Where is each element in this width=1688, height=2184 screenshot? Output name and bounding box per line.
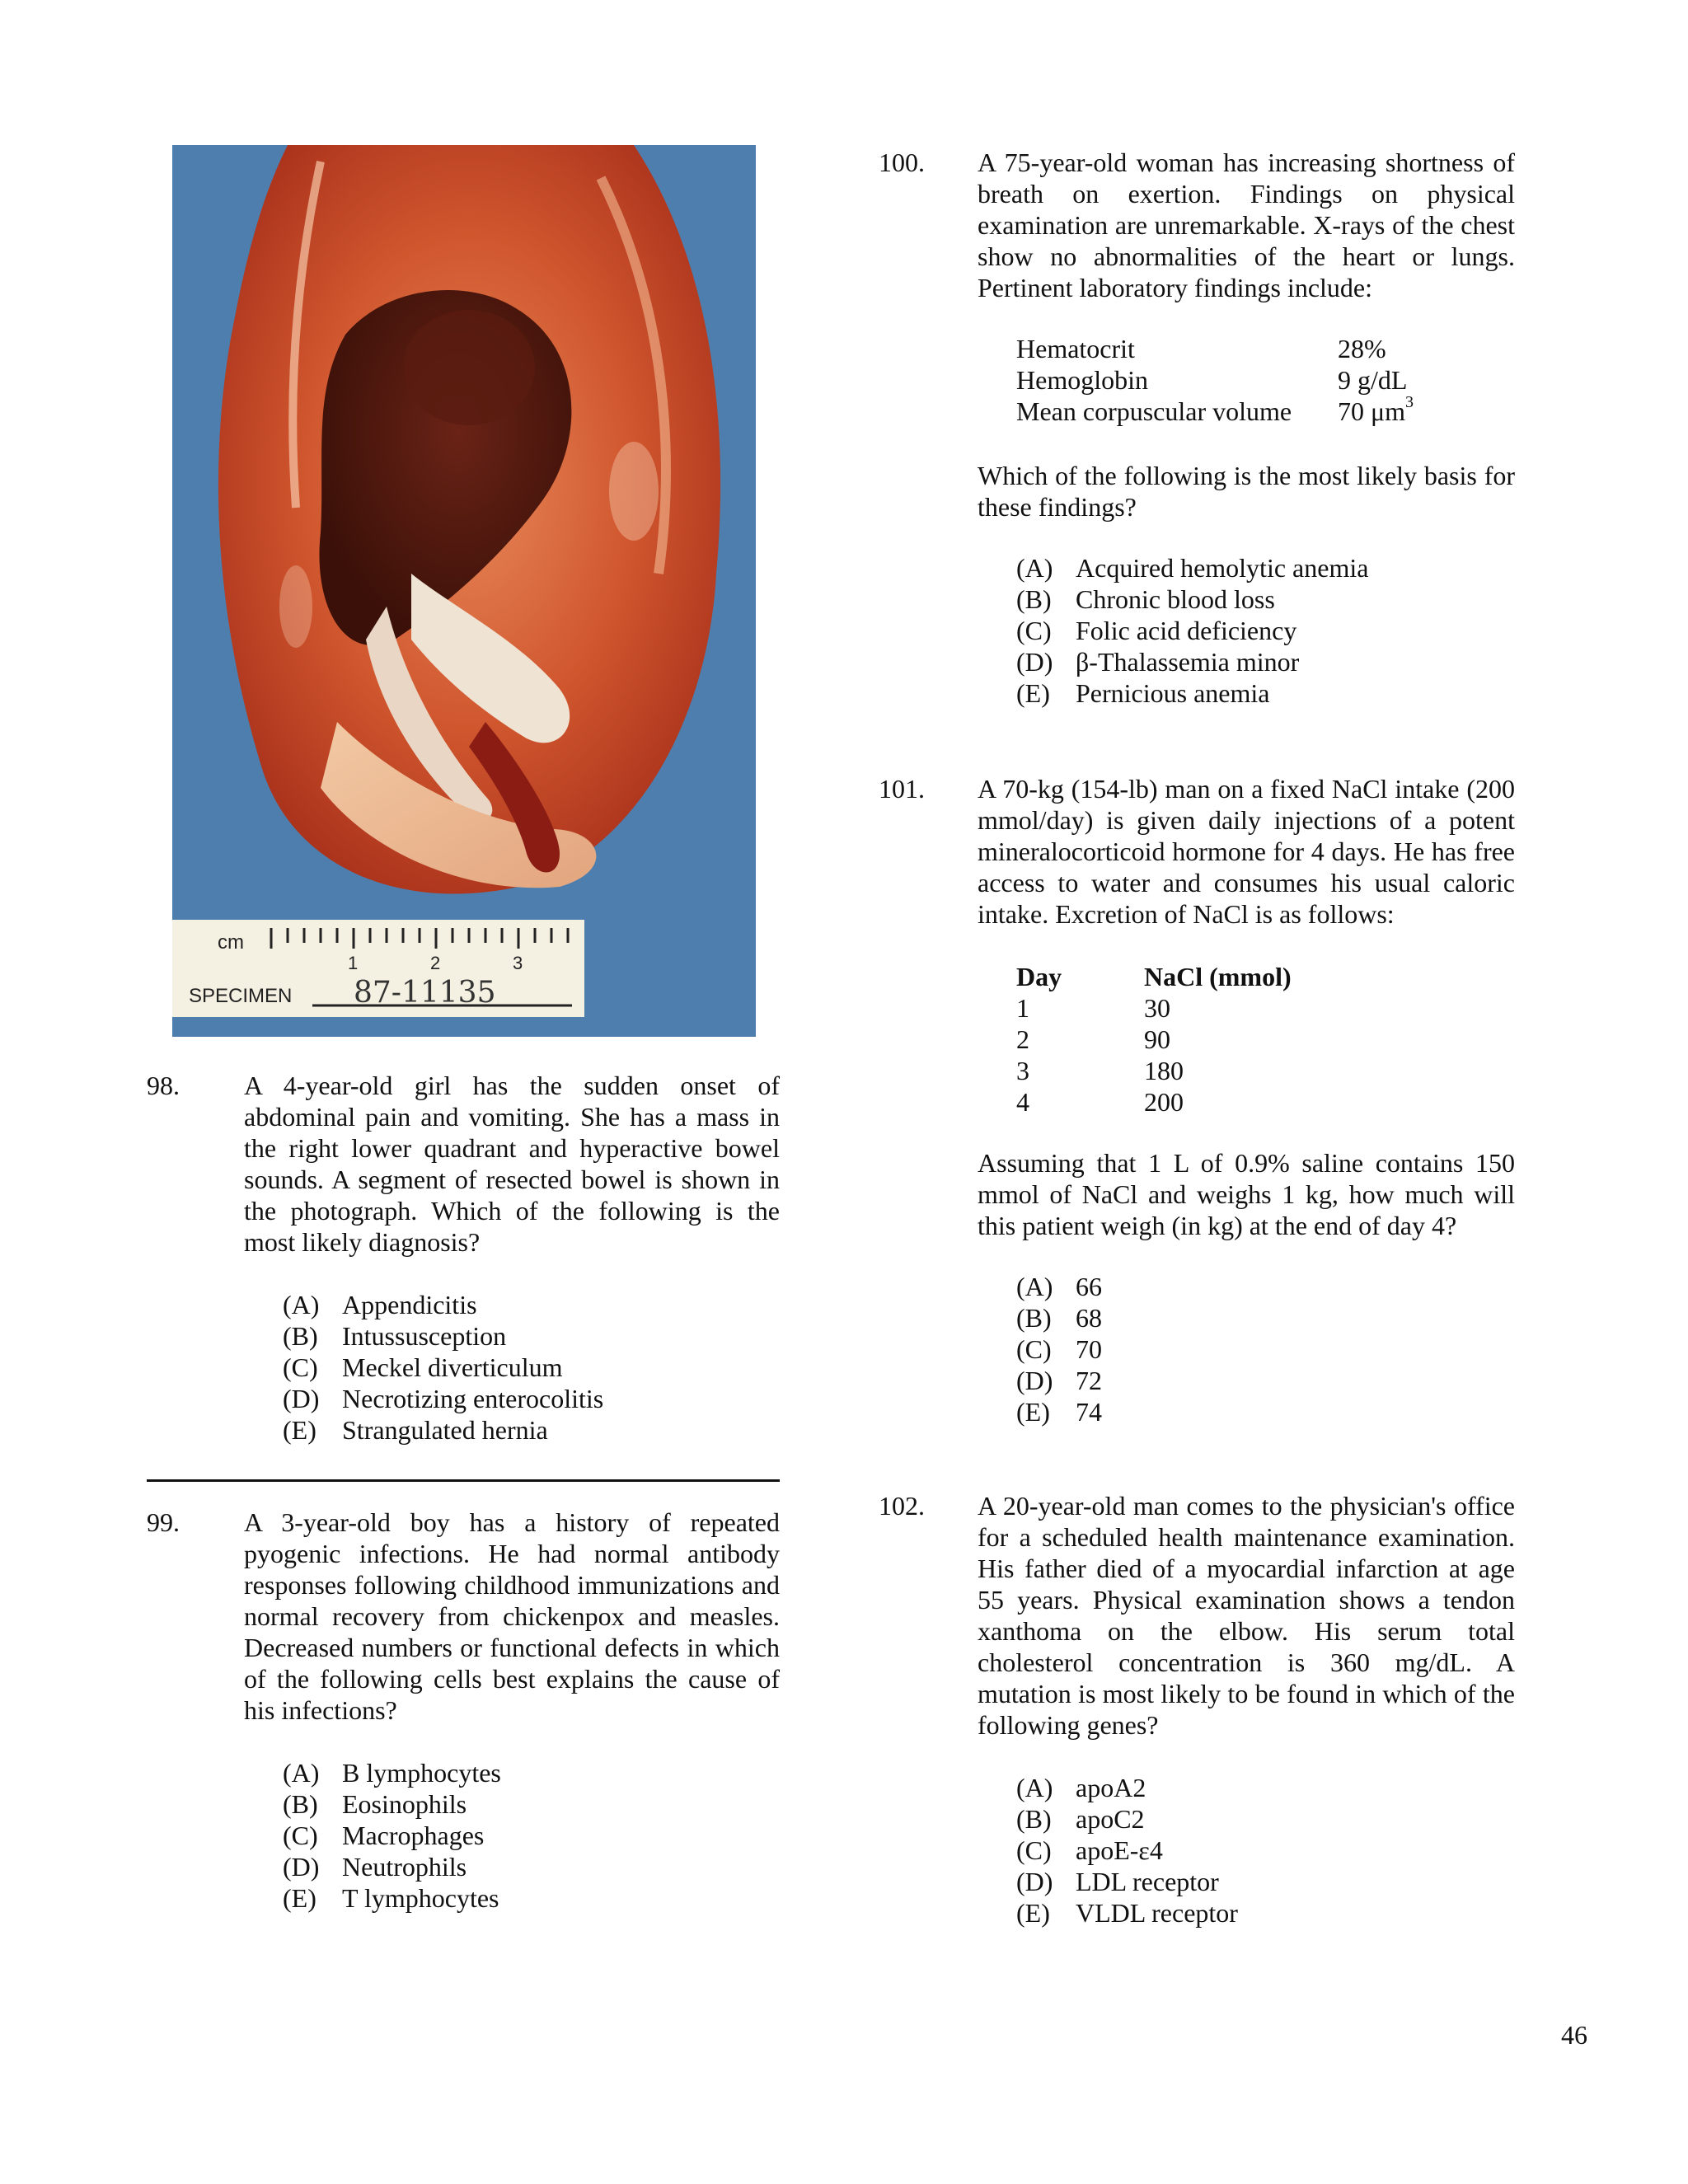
specimen-photograph: [172, 145, 756, 1037]
question-100-prompt: Which of the following is the most likely basis for these findings?: [978, 461, 1515, 522]
option: (C) apoE-ε4: [1016, 1835, 1163, 1865]
table-row: 1 30: [1016, 993, 1170, 1023]
question-99-stem: A 3-year-old boy has a history of repeated pyogenic infections. He had normal antibody responses following childhood immunizations and normal recovery from chickenpox and measles. Decreased numbers or functional defects in which of the following cells best explains the cause of his infections?: [244, 1507, 780, 1725]
option: (A) Appendicitis: [283, 1290, 477, 1319]
question-101-stem: A 70-kg (154-lb) man on a fixed NaCl intake (200 mmol/day) is given daily injections of a potent mineralocorticoid hormone for 4 days. He has free access to water and consumes his usual caloric intake. Excretion of NaCl is as follows:: [978, 774, 1515, 929]
page-number: 46: [1561, 2020, 1587, 2050]
lab-row: Mean corpuscular volume 70 $\mu m^3$: [1016, 393, 1414, 426]
option: (A) B lymphocytes: [283, 1758, 501, 1788]
option: (E) VLDL receptor: [1016, 1898, 1238, 1928]
table-row: 2 90: [1016, 1024, 1170, 1054]
question-100-options: [1016, 552, 1368, 709]
question-98-stem: A 4-year-old girl has the sudden onset of abdominal pain and vomiting. She has a mass in the right lower quadrant and hyperactive bowel sounds. A segment of resected bowel is shown in the photograph. Which of the following is the most likely diagnosis?: [244, 1071, 780, 1257]
option: (D) Necrotizing enterocolitis: [283, 1384, 604, 1413]
option: (C) Macrophages: [283, 1821, 485, 1850]
ruler-tick-label: 2: [430, 953, 441, 973]
option: (B) Intussusception: [283, 1321, 507, 1351]
question-100-number: 100.: [879, 148, 925, 177]
ruler-tick-label: 1: [348, 953, 359, 973]
question-99-number: 99.: [147, 1507, 180, 1537]
option: (C) Meckel diverticulum: [283, 1352, 563, 1382]
option: (E) 74: [1016, 1397, 1102, 1427]
option: (E) T lymphocytes: [283, 1883, 499, 1913]
option: (D) β-Thalassemia minor: [1016, 647, 1300, 677]
table-row: 4 200: [1016, 1087, 1184, 1117]
question-99-options: [283, 1757, 501, 1914]
specimen-ruler: [172, 920, 584, 1017]
option: (C) 70: [1016, 1334, 1102, 1364]
option: (A) 66: [1016, 1272, 1102, 1301]
question-102-options: [1016, 1772, 1238, 1929]
ruler-unit-label: cm: [218, 931, 244, 954]
section-divider: [147, 1479, 780, 1482]
option: (D) LDL receptor: [1016, 1867, 1219, 1896]
question-98-options: [283, 1289, 603, 1446]
option: (D) 72: [1016, 1366, 1102, 1395]
nacl-excretion-table: [1016, 961, 1292, 1118]
ruler-tick-label: 3: [513, 953, 523, 973]
question-100-lab-findings: [1016, 333, 1414, 427]
option: (A) Acquired hemolytic anemia: [1016, 553, 1369, 583]
option: (C) Folic acid deficiency: [1016, 616, 1297, 645]
question-101-options: [1016, 1271, 1102, 1427]
question-102-number: 102.: [879, 1491, 925, 1521]
question-102-stem: A 20-year-old man comes to the physician's office for a scheduled health maintenance examination. His father died of a myocardial infarction at age 55 years. Physical examination shows a tendon xanthoma on the elbow. His serum total cholesterol concentration is 360 mg/dL. A mutation is most likely to be found in which of the following genes?: [978, 1491, 1515, 1740]
table-header-row: Day NaCl (mmol): [1016, 962, 1292, 991]
question-101-number: 101.: [879, 774, 925, 804]
bowel-specimen-illustration: [172, 145, 756, 1037]
option: (E) Strangulated hernia: [283, 1415, 548, 1445]
option: (E) Pernicious anemia: [1016, 678, 1270, 708]
table-row: 3 180: [1016, 1056, 1184, 1085]
option: (B) 68: [1016, 1303, 1102, 1333]
option: (D) Neutrophils: [283, 1852, 467, 1882]
option: (B) Eosinophils: [283, 1789, 467, 1819]
lab-row: Hematocrit 28%: [1016, 334, 1386, 363]
lab-row: Hemoglobin 9 g/dL: [1016, 365, 1408, 395]
specimen-label: SPECIMEN: [189, 985, 293, 1007]
option: (B) apoC2: [1016, 1804, 1145, 1834]
specimen-number: 87-11135: [354, 976, 496, 1010]
question-98-number: 98.: [147, 1071, 180, 1100]
question-100-stem: A 75-year-old woman has increasing shortness of breath on exertion. Findings on physical examination are unremarkable. X-rays of the chest show no abnormalities of the heart or lungs. Pertinent laboratory findings include:: [978, 148, 1515, 302]
question-101-prompt: Assuming that 1 L of 0.9% saline contains 150 mmol of NaCl and weighs 1 kg, how much will this patient weigh (in kg) at the end of day 4?: [978, 1148, 1515, 1240]
option: (A) apoA2: [1016, 1773, 1146, 1802]
option: (B) Chronic blood loss: [1016, 584, 1275, 614]
